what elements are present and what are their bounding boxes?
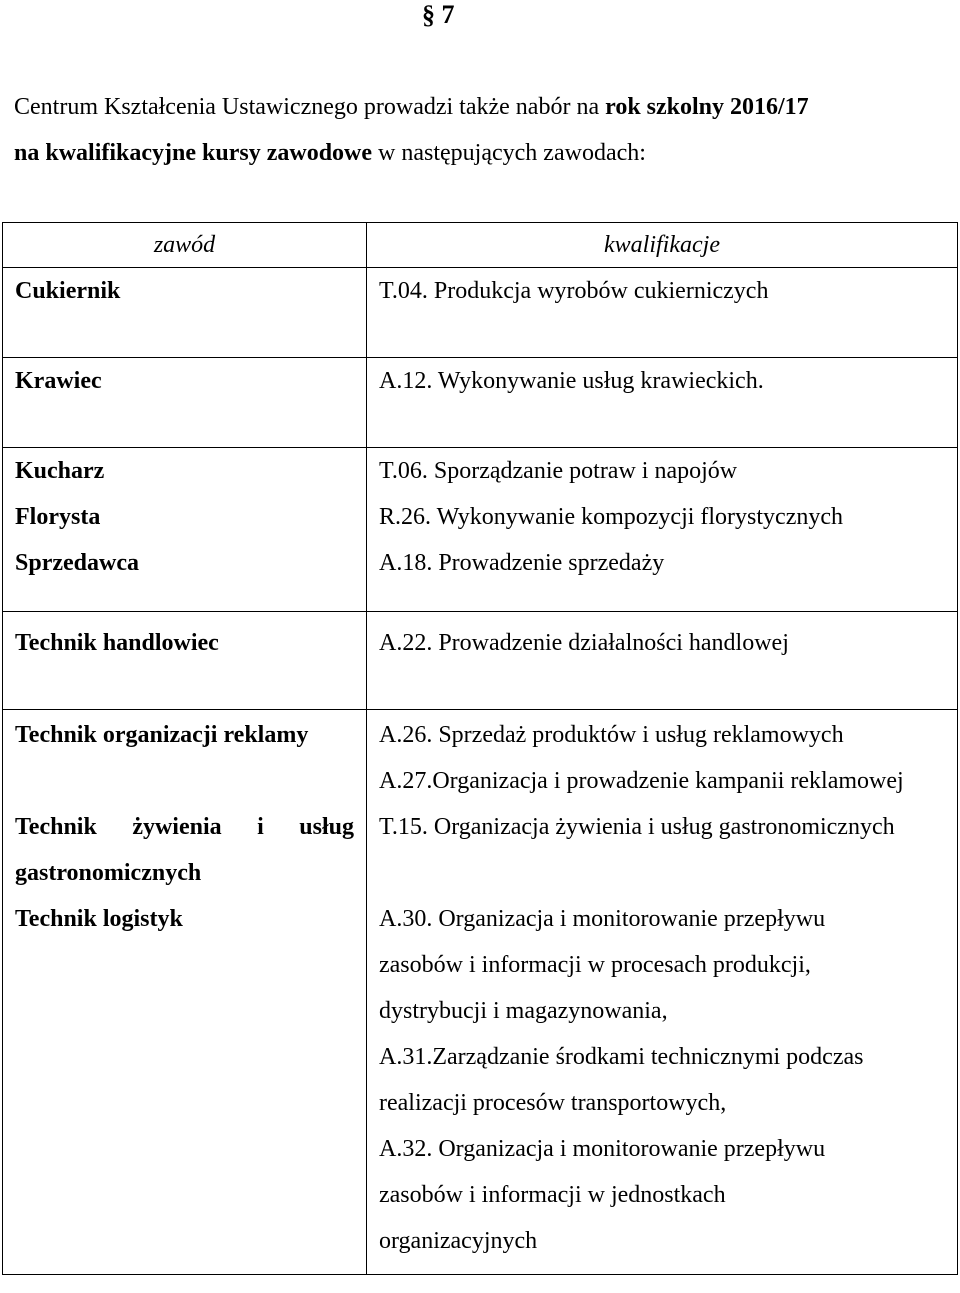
table-row (3, 710, 958, 805)
zawod-cell: Kucharz (15, 458, 105, 484)
intro-text-1: Centrum Kształcenia Ustawicznego prowadzi także nabór na (14, 94, 606, 120)
zawod-cell: Florysta (15, 504, 101, 530)
intro-bold-courses: na kwalifikacyjne kursy zawodowe (14, 140, 373, 166)
zawod-cell: Krawiec (15, 368, 102, 394)
header-zawod: zawód (3, 223, 367, 268)
table-row (3, 268, 958, 358)
intro-bold-year: rok szkolny 2016/17 (605, 94, 809, 120)
kwal-line: zasobów i informacji w jednostkach (379, 1182, 726, 1208)
header-kwalifikacje: kwalifikacje (367, 223, 958, 268)
kwal-cell: A.18. Prowadzenie sprzedaży (379, 550, 665, 576)
table-row (3, 448, 958, 612)
section-mark: § 7 (422, 0, 455, 29)
zawod-cell: gastronomicznych (15, 860, 202, 886)
intro-text-2: w następujących zawodach: (372, 140, 646, 166)
zawod-word: Technik (15, 814, 97, 840)
kwal-cell: T.06. Sporządzanie potraw i napojów (379, 458, 738, 484)
intro-paragraph (14, 84, 949, 176)
zawod-word: usług (299, 814, 354, 840)
kwal-cell: A.12. Wykonywanie usług krawieckich. (379, 368, 764, 394)
zawod-cell: Technik organizacji reklamy (15, 722, 309, 748)
kwal-cell: T.15. Organizacja żywienia i usług gastronomicznych (379, 814, 895, 840)
kwal-cell: A.26. Sprzedaż produktów i usług reklamowych (379, 722, 844, 748)
zawod-cell: Technik logistyk (15, 906, 183, 932)
kwal-cell: A.22. Prowadzenie działalności handlowej (379, 630, 789, 656)
zawod-word: żywienia (132, 814, 222, 840)
zawod-cell (15, 804, 354, 850)
kwal-cell: R.26. Wykonywanie kompozycji florystycznych (379, 504, 844, 530)
kwal-line: organizacyjnych (379, 1228, 538, 1254)
kwal-line: A.31.Zarządzanie środkami technicznymi podczas (379, 1044, 864, 1070)
qualifications-table (2, 222, 958, 1275)
kwal-cell: T.04. Produkcja wyrobów cukierniczych (379, 278, 769, 304)
zawod-cell: Technik handlowiec (15, 630, 219, 656)
kwal-line: zasobów i informacji w procesach produkcji, (379, 952, 811, 978)
kwal-line: A.32. Organizacja i monitorowanie przepływu (379, 1136, 826, 1162)
table-row (3, 358, 958, 448)
kwal-line: realizacji procesów transportowych, (379, 1090, 727, 1116)
zawod-cell: Cukiernik (15, 278, 121, 304)
table-row (3, 896, 958, 1275)
table-row (3, 804, 958, 896)
kwal-line: dystrybucji i magazynowania, (379, 998, 668, 1024)
table-header-row (3, 223, 958, 268)
kwal-line: A.30. Organizacja i monitorowanie przepływu (379, 906, 826, 932)
table-row (3, 612, 958, 710)
zawod-cell: Sprzedawca (15, 550, 139, 576)
kwal-cell: A.27.Organizacja i prowadzenie kampanii reklamowej (379, 768, 904, 794)
zawod-word: i (257, 814, 264, 840)
